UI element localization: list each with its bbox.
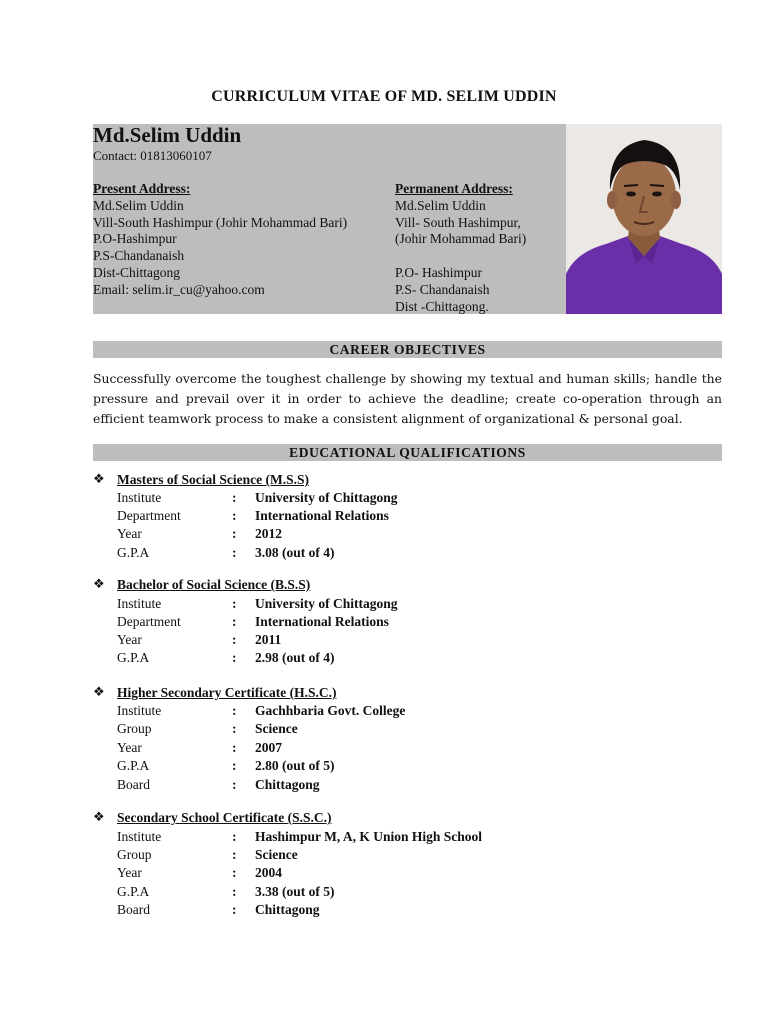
permanent-address-line: Dist -Chittagong. bbox=[395, 298, 489, 314]
row-label: G.P.A bbox=[117, 884, 150, 899]
row-separator: : bbox=[232, 865, 237, 880]
profile-photo bbox=[566, 124, 722, 314]
row-separator: : bbox=[232, 721, 237, 736]
row-label: Institute bbox=[117, 829, 162, 844]
row-label: Year bbox=[117, 865, 142, 880]
row-separator: : bbox=[232, 777, 237, 792]
row-value: 3.38 (out of 5) bbox=[255, 884, 335, 899]
row-label: Year bbox=[117, 740, 142, 755]
degree-title bbox=[93, 810, 331, 826]
degree-title-text: Bachelor of Social Science (B.S.S) bbox=[117, 577, 311, 592]
present-address-line: P.S-Chandanaish bbox=[93, 248, 185, 264]
degree-title bbox=[93, 685, 336, 701]
row-value: Science bbox=[255, 721, 298, 736]
row-value: Gachhbaria Govt. College bbox=[255, 703, 406, 718]
row-label: Year bbox=[117, 526, 142, 541]
present-address-line: Md.Selim Uddin bbox=[93, 197, 184, 213]
degree-title-text: Masters of Social Science (M.S.S) bbox=[117, 472, 309, 487]
degree-title-text: Higher Secondary Certificate (H.S.C.) bbox=[117, 685, 337, 700]
diamond-bullet-icon: ❖ bbox=[93, 577, 105, 592]
row-value: Science bbox=[255, 847, 298, 862]
row-separator: : bbox=[232, 526, 237, 541]
row-separator: : bbox=[232, 758, 237, 773]
row-separator: : bbox=[232, 703, 237, 718]
permanent-address-heading: Permanent Address: bbox=[395, 181, 513, 196]
diamond-bullet-icon: ❖ bbox=[93, 685, 105, 700]
row-label: Group bbox=[117, 721, 152, 736]
row-label: Institute bbox=[117, 596, 162, 611]
profile-photo-illustration bbox=[566, 124, 722, 314]
row-separator: : bbox=[232, 740, 237, 755]
row-label: G.P.A bbox=[117, 758, 150, 773]
row-value: 2.80 (out of 5) bbox=[255, 758, 335, 773]
row-label: Year bbox=[117, 632, 142, 647]
row-value: Hashimpur M, A, K Union High School bbox=[255, 829, 483, 844]
row-value: University of Chittagong bbox=[255, 596, 398, 611]
row-value: International Relations bbox=[255, 508, 389, 523]
row-separator: : bbox=[232, 829, 237, 844]
present-address-line: P.O-Hashimpur bbox=[93, 231, 177, 247]
present-address-line: Vill-South Hashimpur (Johir Mohammad Bari) bbox=[93, 214, 348, 230]
row-separator: : bbox=[232, 632, 237, 647]
row-separator: : bbox=[232, 490, 237, 505]
row-value: 2.98 (out of 4) bbox=[255, 650, 335, 665]
present-address-heading: Present Address: bbox=[93, 181, 191, 196]
degree-title bbox=[93, 472, 309, 488]
permanent-address-line: Md.Selim Uddin bbox=[395, 197, 486, 213]
row-value: Chittagong bbox=[255, 902, 320, 917]
present-address bbox=[93, 181, 347, 299]
row-separator: : bbox=[232, 545, 237, 560]
row-label: G.P.A bbox=[117, 650, 150, 665]
page-title: CURRICULUM VITAE OF MD. SELIM UDDIN bbox=[211, 88, 557, 105]
row-value: 2004 bbox=[255, 865, 282, 880]
permanent-address-line: (Johir Mohammad Bari) bbox=[395, 231, 527, 247]
row-value: 2007 bbox=[255, 740, 282, 755]
education-heading: EDUCATIONAL QUALIFICATIONS bbox=[93, 444, 722, 461]
permanent-address-line: P.O- Hashimpur bbox=[395, 264, 482, 280]
row-value: 2011 bbox=[255, 632, 282, 647]
row-value: Chittagong bbox=[255, 777, 320, 792]
row-value: University of Chittagong bbox=[255, 490, 398, 505]
row-value: International Relations bbox=[255, 614, 389, 629]
row-separator: : bbox=[232, 614, 237, 629]
row-label: G.P.A bbox=[117, 545, 150, 560]
row-separator: : bbox=[232, 902, 237, 917]
row-label: Group bbox=[117, 847, 152, 862]
present-address-line: Dist-Chittagong bbox=[93, 264, 180, 280]
contact-number: Contact: 01813060107 bbox=[93, 148, 212, 163]
row-value: 2012 bbox=[255, 526, 282, 541]
row-separator: : bbox=[232, 650, 237, 665]
candidate-name: Md.Selim Uddin bbox=[93, 123, 242, 147]
email-address: Email: selim.ir_cu@yahoo.com bbox=[93, 281, 265, 297]
career-objective-text: Successfully overcome the toughest challenge by showing my textual and human skills; handle the pressure and prevail over it in order to achieve the deadline; create co-operation through an efficient teamwork process to make a consistent alignment of organizational & personal goal. bbox=[93, 371, 722, 426]
diamond-bullet-icon: ❖ bbox=[93, 810, 105, 825]
row-separator: : bbox=[232, 596, 237, 611]
row-label: Department bbox=[117, 614, 181, 629]
degree-title bbox=[93, 577, 310, 593]
row-separator: : bbox=[232, 508, 237, 523]
row-label: Board bbox=[117, 777, 150, 792]
address-spacer bbox=[395, 248, 526, 265]
permanent-address-line: P.S- Chandanaish bbox=[395, 281, 490, 297]
row-value: 3.08 (out of 4) bbox=[255, 545, 335, 560]
row-label: Institute bbox=[117, 490, 162, 505]
degree-title-text: Secondary School Certificate (S.S.C.) bbox=[117, 810, 332, 825]
diamond-bullet-icon: ❖ bbox=[93, 472, 105, 487]
career-objectives-heading: CAREER OBJECTIVES bbox=[93, 341, 722, 358]
permanent-address bbox=[395, 181, 526, 315]
row-label: Board bbox=[117, 902, 150, 917]
row-separator: : bbox=[232, 847, 237, 862]
row-label: Department bbox=[117, 508, 181, 523]
row-separator: : bbox=[232, 884, 237, 899]
permanent-address-line: Vill- South Hashimpur, bbox=[395, 214, 521, 230]
row-label: Institute bbox=[117, 703, 162, 718]
